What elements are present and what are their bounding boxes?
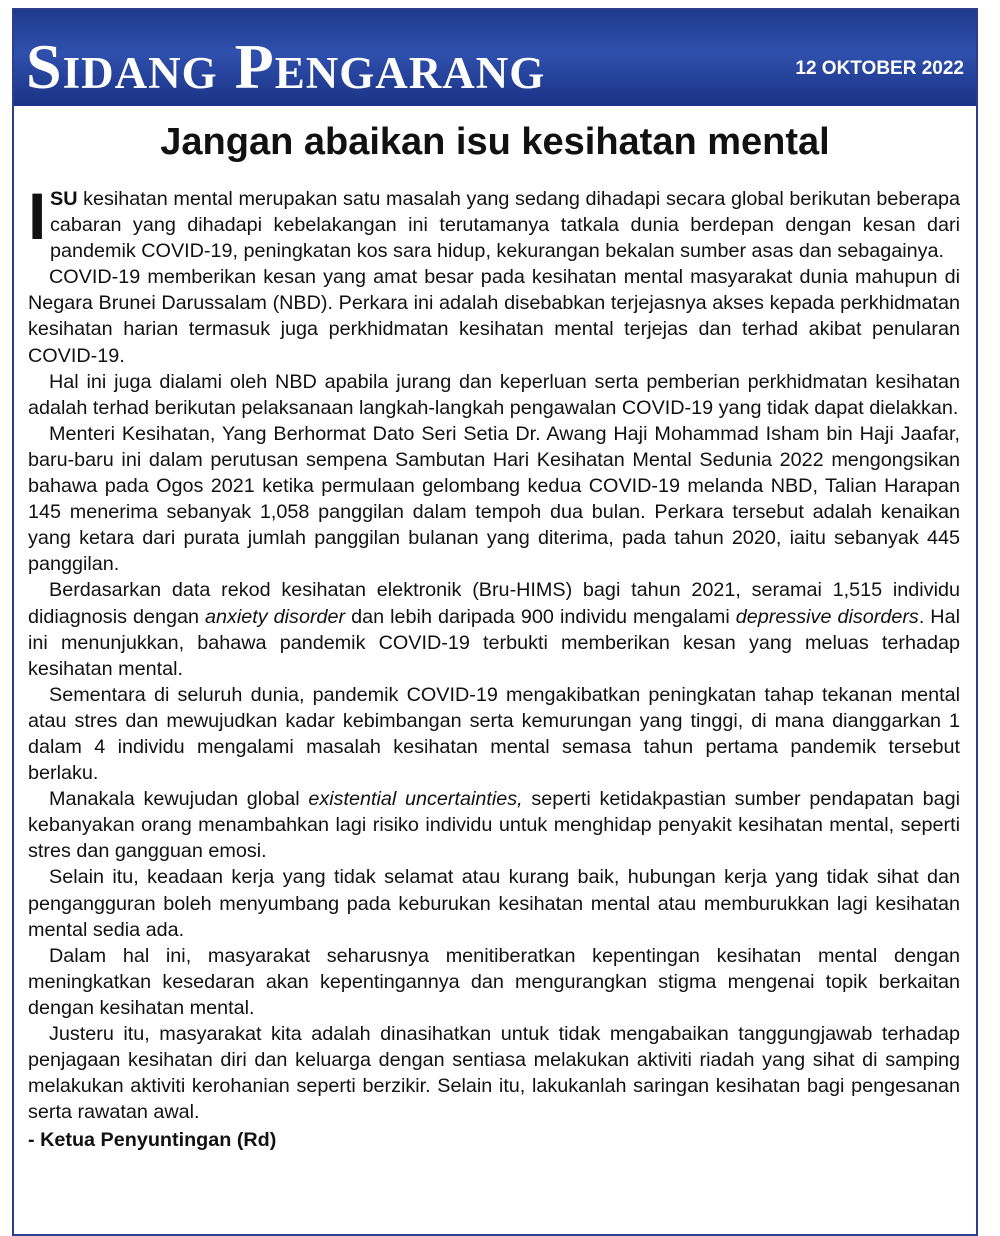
paragraph-3: Hal ini juga dialami oleh NBD apabila jurang dan keperluan serta pemberian perkhidmatan kesihatan adalah terhad berikutan pelaksanaan langkah-langkah pengawalan COVID-19 yang tidak dapat dielakkan.	[28, 370, 960, 419]
paragraph-7-text-a: Manakala kewujudan global	[49, 788, 309, 811]
lead-word: SU	[50, 188, 78, 210]
drop-cap: I	[28, 179, 47, 253]
term-existential-uncertainties: existential uncertainties,	[308, 788, 523, 811]
paragraph-2: COVID-19 memberikan kesan yang amat besar pada kesihatan mental masyarakat dunia mahupun di Negara Brunei Darussalam (NBD). Perkara ini adalah disebabkan terjejasnya akses kepada perkhidmatan kesihatan harian termasuk juga perkhidmatan kesihatan mental terjejas dan terhad akibat penularan COVID-19.	[28, 266, 960, 367]
paragraph-5-text-a: Berdasarkan data rekod kesihatan elektronik (Bru-HIMS) bagi tahun 2021, seramai 1,515 individu didiagnosis dengan	[28, 579, 960, 628]
paragraph-10: Justeru itu, masyarakat kita adalah dinasihatkan untuk tidak mengabaikan tanggungjawab terhadap penjagaan kesihatan diri dan keluarga dengan sentiasa melakukan aktiviti riadah yang sihat di samping melakukan aktiviti kerohanian seperti berzikir. Selain itu, lakukanlah saringan kesihatan bagi pengesanan serta rawatan awal.	[28, 1023, 960, 1124]
masthead-title: Sidang Pengarang	[26, 31, 546, 102]
term-depressive-disorders: depressive disorders	[735, 605, 919, 628]
paragraph-7	[28, 786, 960, 864]
paragraph-8: Selain itu, keadaan kerja yang tidak selamat atau kurang baik, hubungan kerja yang tidak sihat dan pengangguran boleh menyumbang pada keburukan kesihatan mental atau memburukkan lagi kesihatan mental sedia ada.	[28, 866, 960, 941]
paragraph-7-text-b: seperti ketidakpastian sumber pendapatan bagi kebanyakan orang menambahkan lagi risiko individu untuk menghidap penyakit kesihatan mental, seperti stres dan gangguan emosi.	[28, 788, 960, 863]
article-body	[28, 179, 960, 1153]
paragraph-4: Menteri Kesihatan, Yang Berhormat Dato Seri Setia Dr. Awang Haji Mohammad Isham bin Haji Jaafar, baru-baru ini dalam perutusan sempena Sambutan Hari Kesihatan Mental Sedunia 2022 mengongsikan bahawa pada Ogos 2021 ketika permulaan gelombang kedua COVID-19 melanda NBD, Talian Harapan 145 menerima sebanyak 1,058 panggilan dalam tempoh dua bulan. Perkara tersebut adalah kenaikan yang ketara dari purata jumlah panggilan bulanan yang diterima, pada tahun 2020, iaitu sebanyak 445 panggilan.	[28, 422, 960, 576]
paragraph-1-text: kesihatan mental merupakan satu masalah yang sedang dihadapi secara global berikutan beberapa cabaran yang dihadapi kebelakangan ini terutamanya tatkala dunia berdepan dengan kesan dari pandemik COVID-19, peningkatan kos sara hidup, kekurangan bekalan sumber asas dan sebagainya.	[50, 188, 960, 263]
term-anxiety-disorder: anxiety disorder	[204, 605, 346, 628]
paragraph-5-text-c: . Hal ini menunjukkan, bahawa pandemik COVID-19 terbukti memberikan kesan yang meluas terhadap kesihatan mental.	[28, 605, 960, 680]
masthead-banner	[14, 10, 976, 106]
article-headline: Jangan abaikan isu kesihatan mental	[160, 121, 830, 163]
paragraph-5-text-b: dan lebih daripada 900 individu mengalami	[345, 605, 736, 628]
editorial-page	[12, 8, 978, 1236]
masthead-date: 12 OKTOBER 2022	[795, 58, 964, 79]
author-signature: - Ketua Penyuntingan (Rd)	[28, 1129, 277, 1152]
paragraph-5	[28, 577, 960, 681]
paragraph-1	[28, 179, 960, 264]
paragraph-6: Sementara di seluruh dunia, pandemik COVID-19 mengakibatkan peningkatan tahap tekanan mental atau stres dan mewujudkan kadar kebimbangan serta kemurungan yang tinggi, di mana dianggarkan 1 dalam 4 individu mengalami masalah kesihatan mental semasa tahun pertama pandemik tersebut berlaku.	[28, 683, 960, 785]
paragraph-9: Dalam hal ini, masyarakat seharusnya menitiberatkan kepentingan kesihatan mental dengan meningkatkan kesedaran akan kepentingannya dan mengurangkan stigma mengenai topik berkaitan dengan kesihatan mental.	[28, 944, 960, 1019]
